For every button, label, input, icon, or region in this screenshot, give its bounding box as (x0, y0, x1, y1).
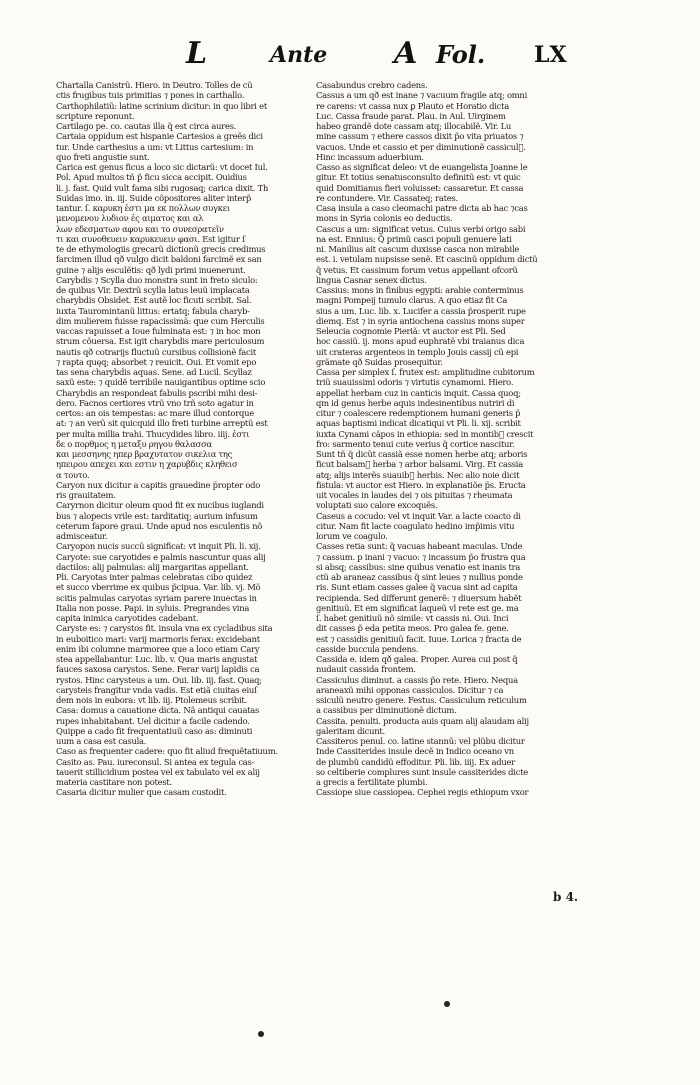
text-line: Cascus a um: significat vetus. Cuius verbi origo sabi (316, 223, 526, 234)
text-line: Caryon nux dicitur a capitis grauedine p̃ropter odo (56, 479, 261, 490)
text-line: Caso as frequenter cadere: quo fit aliud frequẽtatiuum. (56, 746, 278, 757)
text-line: certos: an ois tempestas: ac mare illud contorque (56, 408, 254, 418)
text-line: scripture reponunt. (56, 110, 135, 121)
text-line: farcimen illud qð vulgo dicit baldoni farcimẽ ex san (56, 254, 262, 265)
text-line: Luc. Cassa fraude parat. Plau. in Aul. Uirginem (316, 110, 506, 121)
text-line: Carybdis ⁊ Scylla duo monstra sunt in freto siculo: (56, 274, 258, 285)
text-line: bus ⁊ alopecis vrile est: tarditatiq; aurium infusum (56, 510, 258, 521)
text-line: Chartalla Canistrũ. Hiero. in Deutro. Tolles de cũ (56, 80, 253, 90)
text-line: Inde Cassiterides insule decẽ in Indico oceano vn (316, 746, 514, 757)
text-line: uit crateras argenteos in templo Jouis cassij cũ epi (316, 346, 519, 357)
text-line: galeritam dicunt. (316, 725, 385, 736)
text-line: saxũ este: ⁊ quidẽ terribile nauigantibus optime scio (56, 377, 266, 388)
text-line: Caseus a cocudo: vel vt inquit Var. a lacte coacto di (316, 510, 521, 521)
text-line: li. j. fast. Quid vult fama sibi rugosaq; carica dixit. Th (56, 182, 269, 193)
text-line: Casa insula a caso cleomachi patre dicta ab hac ⁊cas (316, 203, 528, 213)
text-line: ctis frugibus tuis primitias ⁊ pones in carthallo. (56, 90, 245, 101)
text-line: de quibus Vir. Dextrũ scylla latus leuũ implacata (56, 285, 250, 295)
text-line: charybdis Obsidet. Est autẽ loc ficuti scribit. Sal. (56, 295, 252, 306)
text-line: at: ⁊ an verũ sit quicquid illo freti turbine arreptũ est (56, 418, 268, 429)
text-line: vaccas rapuisset a Ioue fulminata est: ⁊ in hoc mon (56, 326, 261, 336)
text-line: Cartilago pe. co. cautas illa q̃ est circa aures. (56, 121, 237, 131)
text-line: ficut balsam᷑ herba ⁊ arbor balsami. Virg. Et cassia (316, 459, 523, 470)
text-line: Pli. Caryotas inter palmas celebratas cibo quidez (56, 572, 253, 582)
text-line: lorum ve coagulo. (316, 531, 388, 541)
text-line: enim ibi columne marmoree que a loco etiam Cary (56, 643, 260, 654)
text-line: habeo grandẽ dote cassam atq; illocabilẽ. Vir. Lu (316, 121, 512, 131)
text-line: araneaxũ mihi opponas cassiculos. Dicitur ⁊ ca (316, 684, 504, 695)
text-line: voluptati suo calore excoquẽs. (316, 500, 438, 511)
text-line: μενομενου λυδιον ἐς αιματος και αλ (56, 213, 204, 224)
text-line: carysteis frangitur vnda vadis. Est etiã ciuitas eiuſ (56, 684, 257, 695)
text-line: Cassius: mons in finibus egypti: arabie conterminus (316, 285, 524, 295)
text-line: magni Pompeij tumulo clarus. A quo etiaz fit Ca (316, 295, 508, 306)
text-line: δε ο πορθμος η μεταξυ ρηγου θαλασσα (56, 438, 212, 449)
text-line: est ⁊ cassidis genitiuũ facit. Iuue. Lorica ⁊ fracta de (316, 633, 522, 644)
text-line: in euboitico mari: varij marmoris ferax: excidebant (56, 633, 260, 644)
text-line: Casito as. Pau. iureconsul. Si antea ex tegula cas- (56, 756, 255, 767)
text-line: tantur. ſ. καρυκη ἐστι μα εκ πολλων συγκει (56, 203, 230, 213)
text-line: nudauit cassida frontem. (316, 664, 416, 675)
text-line: fro: sarmento tenui cute verius q̃ cortice nascitur. (316, 438, 515, 449)
text-line: Cassus a um qð est inane ⁊ vacuum fragile atq; omni (316, 90, 528, 101)
text-line: per multa millia trahi. Thucydides libro. iiij. ἐστι (56, 428, 250, 439)
text-line: scitis palmulas caryotas syriam parere inuectas in (56, 592, 257, 603)
text-line: appellat herbam cuz in canticis inquit. Cassa quoq; (316, 387, 521, 398)
text-line: Casabundus crebro cadens. (316, 80, 428, 90)
text-line: Cassiculus diminut. a cassis p̃o rete. Hiero. Nequa (316, 674, 518, 685)
text-line: fistula: vt auctor est Hiero. in explanatiõe p̃s. Eructa (316, 479, 526, 490)
text-line: est. i. vetulam nupsisse senẽ. Et cascinũ oppidum dictũ (316, 254, 538, 265)
text-line: Casso as significat deleo: vt de euangelista Joanne le (316, 162, 528, 172)
header-ante: Ante (270, 42, 328, 68)
text-line: Casa: domus a cauatione dicta. Nã antiqui cauatas (56, 705, 260, 716)
text-line: a grecis a fertilitate plumbi. (316, 777, 428, 787)
text-line: grãmate qð Suidas prosequitur. (316, 356, 443, 367)
text-line: dit casses p̃ eda petita meos. Pro galea fe. gene. (316, 623, 509, 634)
text-line: gitur. Et totius senatusconsulto definitũ est: vt quic (316, 172, 521, 183)
text-line: sius a um. Luc. lib. x. Lucifer a cassia p̃rosperit rupe (316, 305, 526, 316)
text-line: Cassita. penulti. producta auis quam alij alaudam alij (316, 715, 529, 726)
header-letter-left: L (186, 36, 208, 71)
text-line: admisceatur. (56, 531, 108, 541)
text-line: Hinc incassum aduerbium. (316, 151, 424, 162)
text-line: ris grauitatem. (56, 490, 116, 500)
text-line: stea appellabantur. Luc. lib. v. Qua maris angustat (56, 654, 258, 664)
text-line: ⁊ cassum. p inani ⁊ vacuo: ⁊ incassum p̃o frustra qua (316, 551, 526, 562)
text-line: rupes inhabitabant. Uel dicitur a facile cadendo. (56, 715, 250, 726)
text-line: dim mulierem fuisse rapacissimã: que cum Herculis (56, 315, 265, 326)
text-line: atq; alijs interẽs suauib᷑ herbis. Nec alio noie dicit (316, 469, 520, 480)
text-line: ceterum fapore graui. Unde apud nos esculentis nõ (56, 520, 262, 531)
text-line: Cartaia oppidum est hispanie Cartesios a greẽs dici (56, 131, 263, 142)
text-line: tas sena charybdis aquas. Sene. ad Lucil. Scyllaz (56, 367, 252, 377)
text-line: Pol. Apud multos tñ p̃ ficu sicca accipit. Ouidius (56, 172, 247, 183)
text-line: dero. Facnos certiores vtrũ vno trñ soto agatur in (56, 397, 254, 408)
text-line: Caryote: sue caryotides e palmis nascuntur quas alij (56, 551, 266, 562)
running-header (0, 36, 700, 76)
ink-spot (258, 1031, 264, 1037)
text-line: mine cassum ⁊ ethere cassos dixit p̃o vita priuatos ⁊ (316, 131, 524, 142)
text-line: και μεσσηνης ηπερ βραχυτατον σικελια της (56, 449, 233, 459)
text-line: Caryrnon dicitur oleum quod fit ex nucibus iuglandi (56, 500, 264, 511)
text-line: ⁊ rapta quęq; absorbet ⁊ reuicit. Oui. Et vomit epo (56, 356, 257, 367)
text-line: guine ⁊ alijs esculẽtis: qð lydi primi inuenerunt. (56, 264, 246, 275)
text-line: Cassida e. idem qð galea. Proper. Aurea cui post q̃ (316, 654, 518, 664)
text-line: ηπειρου απεχει και εστιν η χαρυβδις κληθεισ (56, 459, 238, 470)
right-column (316, 80, 588, 798)
text-line: quo freti angustie sunt. (56, 151, 150, 162)
text-line: aquas baptismi indicat dicatiqui vt Pli. li. xij. scribit (316, 418, 521, 429)
text-line: ssiculũ neutro genere. Festus. Cassiculum reticulum (316, 695, 527, 705)
header-letter-a: A (394, 36, 418, 71)
text-line: ſ. habet genitiuũ nõ simile: vt cassis ni. Oui. Inci (316, 613, 509, 623)
text-line: na est. Ennius: Q̃ primũ casci populi genuere lati (316, 233, 512, 244)
text-line: re carens: vt cassa nux ꝑ Plauto et Horatio dicta (316, 100, 509, 111)
folio-number: LX (534, 42, 567, 68)
text-line: so celtiberie complures sunt insule cassiterides dicte (316, 766, 528, 777)
text-line: capita inimica caryotides cadebant. (56, 613, 199, 623)
text-line: casside buccula pendens. (316, 643, 419, 654)
text-line: dem nois in eubora: vt lib. iij. Ptolemeus scribit. (56, 695, 247, 705)
text-line: qm id genus herbe aquis indesinentibus nutriri di (316, 397, 515, 408)
text-line: Caryopon nucis succũ significat: vt inquit Pli. li. xij. (56, 541, 261, 552)
text-line: mons in Syria colonis eo deductis. (316, 213, 453, 224)
text-line: iuxta Tauromintanũ littus: ertatq; fabula charyb- (56, 305, 250, 316)
text-line: quid Domitianus fieri voluisset: cassaretur. Et cassa (316, 182, 524, 193)
text-line: ctũ ab araneaz cassibus q̃ sint leues ⁊ nullius ponde (316, 572, 523, 582)
text-line: Sunt tñ q̃ dicũt cassiã esse nomen herbe atq; arboris (316, 449, 528, 459)
text-line: dactilos: alij palmulas: alij margaritas appellant. (56, 561, 249, 572)
text-line: tur. Unde carthesius a um: vt Littus cartesium: in (56, 141, 254, 152)
text-line: citur. Nam fit lacte coagulato hedino imp̃imis vitu (316, 520, 515, 531)
text-line: et succo vberrime ex quibus p̃cipua. Var. lib. vj. Mõ (56, 582, 261, 593)
text-line: Cassa per simplex ſ. frutex est: amplitudine cubitorum (316, 367, 535, 377)
text-line: vacuos. Unde et cassio et per diminutionẽ cassicul᷑. (316, 141, 526, 152)
text-line: rystos. Hinc carysteus a um. Oui. lib. iij. fast. Quaq; (56, 674, 262, 685)
signature-mark: b 4. (553, 890, 579, 904)
text-line: diemq. Est ⁊ in syria antiochena cassius mons super (316, 315, 525, 326)
text-line: materia castitare non potest. (56, 777, 172, 787)
text-line: Casaria dicitur mulier que casam custodit. (56, 787, 227, 798)
text-line: te de ethymologiis grecarũ dictionũ grecis credimus (56, 244, 266, 254)
text-line: Italia non posse. Papi. in syluis. Pregrandes vina (56, 602, 250, 613)
left-column (56, 80, 310, 798)
text-line: Cassiteros penul. co. latine stannũ: vel plũbu dicitur (316, 736, 525, 746)
text-line: Quippe a cado fit frequentatiuũ caso as: diminuti (56, 725, 253, 736)
text-line: tauerit stillicidium postea vel ex tabulato vel ex alij (56, 766, 260, 777)
text-line: ni. Manilius ait cascum duxisse casca non mirabile (316, 244, 520, 254)
text-line: Suidas imo. in. iij. Suide cõpositores aliter interp̃ (56, 192, 251, 203)
text-line: lingua Casnar senex dictus. (316, 274, 427, 285)
text-line: uit vocales in laudes dei ⁊ ois pituitas ⁊ rheumata (316, 490, 513, 500)
text-line: triũ suauissimi odoris ⁊ virtutis cynamomi. Hiero. (316, 377, 514, 388)
text-line: iuxta Cynami cãpos in ethiopia: sed in montib᷑ crescit (316, 428, 534, 439)
text-line: q̃ vetus. Et cassinum forum vetus appellant ofcorũ (316, 264, 518, 275)
text-line: strum cõuersa. Est igit charybdis mare periculosum (56, 336, 265, 347)
header-fol: Fol. (436, 40, 486, 69)
text-line: a cassibus per diminutionẽ dictum. (316, 705, 457, 716)
text-line: Caryste es: ⁊ carystos fit. insula vna ex cycladibus sita (56, 623, 273, 634)
text-line: λων εδεσματων αφου και το συνεσρατεῖν (56, 223, 224, 234)
text-line: genitiuũ. Et em significat laqueũ vl rete est ge. ma (316, 602, 519, 613)
text-line: de plumbũ candidũ effoditur. Pli. lib. iiij. Ex aduer (316, 756, 515, 767)
text-line: fauces saxosa carystos. Sene. Ferar varij lapidis ca (56, 664, 260, 675)
text-line: Carthophilatiũ: latine scrinium dicitur: in quo libri et (56, 100, 267, 111)
text-line: Carica est genus ficus a loco sic dictarũ: vt docet Iul. (56, 162, 268, 172)
text-line: citur ⁊ coalescere redemptionem humani generis p̃ (316, 408, 521, 418)
text-line: recipienda. Sed differunt generẽ: ⁊ diuersum habẽt (316, 592, 522, 603)
text-line: ris. Sunt etiam casses galee q̃ vacua sint ad capita (316, 582, 518, 593)
text-line: α τουτο. (56, 469, 90, 480)
ink-spot (444, 1001, 450, 1007)
text-line: uum a casa est casula. (56, 736, 147, 746)
text-line: hoc cassiũ. ij. mons apud euphratẽ vbi traianus dica (316, 336, 525, 347)
text-line: τι και συνοθευειν καρυκευειν φασι. Est igitur ſ (56, 233, 245, 244)
text-line: re contundere. Vir. Cassateq; rates. (316, 192, 458, 203)
text-line: Charybdis an respondeat fabulis pscribi mihi desi- (56, 387, 258, 398)
text-line: nautis qð cotrarijs fluctuũ cursibus collisionẽ facit (56, 346, 257, 357)
text-line: si absq; cassibus: sine quibus venatio est inanis tra (316, 561, 521, 572)
text-line: Casses retia sunt: q̃ vacuas habeant maculas. Unde (316, 541, 523, 552)
text-line: Cassiope siue cassiopea. Cephei regis ethiopum vxor (316, 787, 529, 798)
text-line: Seleucia cognomie Pieriã: vt auctor est Pli. Sed (316, 326, 506, 336)
